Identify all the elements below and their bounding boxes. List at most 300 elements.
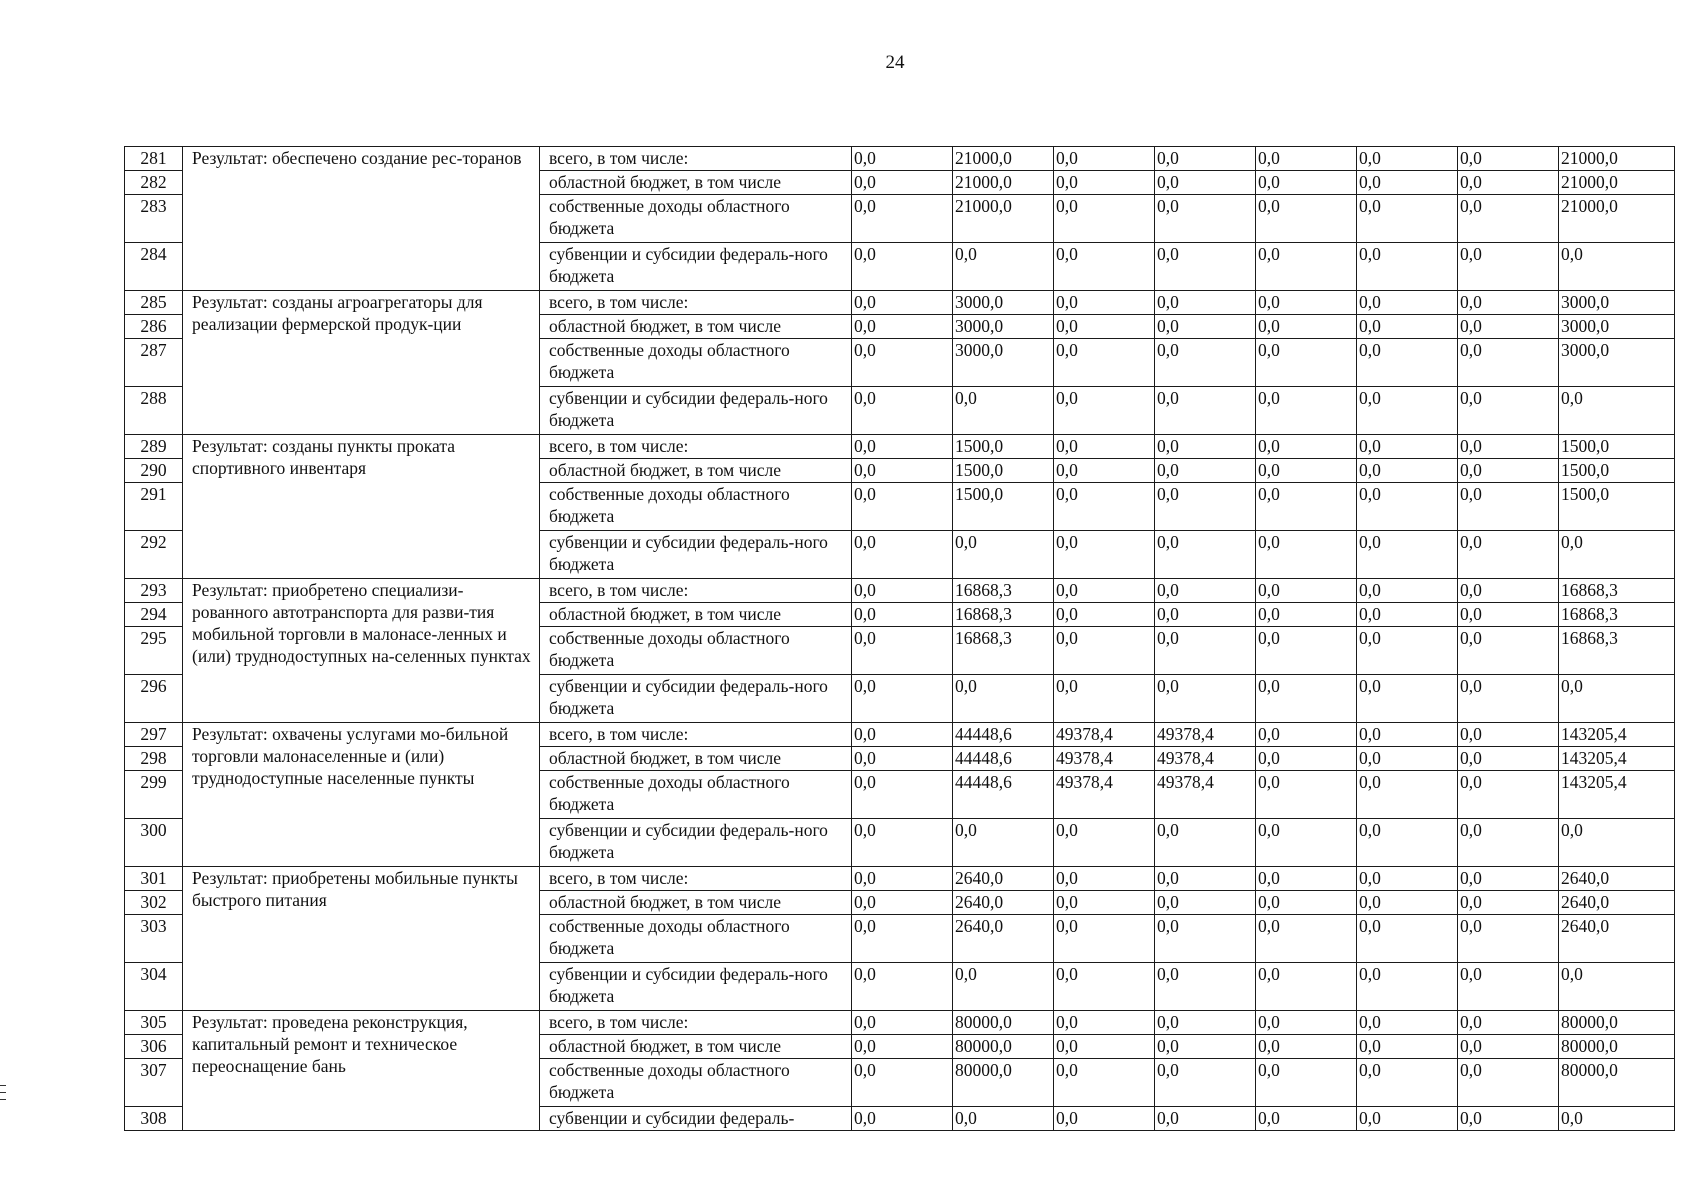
total-value: 0,0 xyxy=(1559,243,1675,291)
year-value: 0,0 xyxy=(1054,435,1155,459)
year-value: 0,0 xyxy=(1155,243,1256,291)
row-number: 289 xyxy=(125,435,183,459)
year-value: 0,0 xyxy=(1054,603,1155,627)
year-value: 0,0 xyxy=(1458,1035,1559,1059)
year-value: 21000,0 xyxy=(953,147,1054,171)
year-value: 0,0 xyxy=(1458,315,1559,339)
year-value: 0,0 xyxy=(1458,291,1559,315)
result-description: Результат: приобретено специализи-рованного автотранспорта для разви-тия мобильной торговли в малонасе-ленных и (или) труднодоступных на-селенных пунктах xyxy=(183,579,540,723)
year-value: 0,0 xyxy=(1458,459,1559,483)
year-value: 0,0 xyxy=(1054,171,1155,195)
year-value: 0,0 xyxy=(852,915,953,963)
table-row xyxy=(125,867,1675,891)
row-number: 301 xyxy=(125,867,183,891)
year-value: 21000,0 xyxy=(953,195,1054,243)
year-value: 49378,4 xyxy=(1054,747,1155,771)
year-value: 0,0 xyxy=(1155,891,1256,915)
year-value: 0,0 xyxy=(1256,603,1357,627)
result-description: Результат: охвачены услугами мо-бильной торговли малонаселенные и (или) труднодоступные населенные пункты xyxy=(183,723,540,867)
year-value: 0,0 xyxy=(1256,1011,1357,1035)
year-value: 0,0 xyxy=(1155,339,1256,387)
margin-mark xyxy=(0,1085,6,1086)
year-value: 0,0 xyxy=(1256,531,1357,579)
year-value: 49378,4 xyxy=(1155,771,1256,819)
funding-source: субвенции и субсидии федераль-ного бюджета xyxy=(540,387,852,435)
year-value: 0,0 xyxy=(1054,963,1155,1011)
year-value: 0,0 xyxy=(1357,459,1458,483)
year-value: 0,0 xyxy=(1357,387,1458,435)
year-value: 0,0 xyxy=(953,387,1054,435)
funding-source: областной бюджет, в том числе xyxy=(540,603,852,627)
year-value: 0,0 xyxy=(1256,771,1357,819)
year-value: 0,0 xyxy=(1054,1011,1155,1035)
year-value: 0,0 xyxy=(1155,147,1256,171)
year-value: 0,0 xyxy=(1155,291,1256,315)
result-description: Результат: проведена реконструкция, капитальный ремонт и техническое переоснащение бань xyxy=(183,1011,540,1131)
row-number: 282 xyxy=(125,171,183,195)
total-value: 80000,0 xyxy=(1559,1035,1675,1059)
year-value: 0,0 xyxy=(852,1107,953,1131)
year-value: 0,0 xyxy=(1256,915,1357,963)
year-value: 0,0 xyxy=(1256,315,1357,339)
year-value: 0,0 xyxy=(1458,723,1559,747)
year-value: 1500,0 xyxy=(953,483,1054,531)
year-value: 0,0 xyxy=(852,891,953,915)
year-value: 0,0 xyxy=(852,603,953,627)
total-value: 21000,0 xyxy=(1559,147,1675,171)
year-value: 0,0 xyxy=(852,963,953,1011)
total-value: 3000,0 xyxy=(1559,291,1675,315)
year-value: 0,0 xyxy=(852,339,953,387)
year-value: 0,0 xyxy=(852,771,953,819)
year-value: 0,0 xyxy=(1054,1035,1155,1059)
total-value: 0,0 xyxy=(1559,963,1675,1011)
funding-source: собственные доходы областного бюджета xyxy=(540,195,852,243)
year-value: 16868,3 xyxy=(953,579,1054,603)
year-value: 0,0 xyxy=(953,531,1054,579)
year-value: 0,0 xyxy=(1155,435,1256,459)
result-description: Результат: созданы агроагрегаторы для реализации фермерской продук-ции xyxy=(183,291,540,435)
margin-mark xyxy=(0,1099,6,1100)
year-value: 0,0 xyxy=(1256,1059,1357,1107)
year-value: 0,0 xyxy=(1155,1059,1256,1107)
year-value: 0,0 xyxy=(852,387,953,435)
table-body xyxy=(125,147,1675,1131)
funding-source: областной бюджет, в том числе xyxy=(540,171,852,195)
year-value: 0,0 xyxy=(1155,819,1256,867)
year-value: 0,0 xyxy=(1357,147,1458,171)
year-value: 49378,4 xyxy=(1155,723,1256,747)
row-number: 293 xyxy=(125,579,183,603)
year-value: 0,0 xyxy=(1054,627,1155,675)
year-value: 0,0 xyxy=(1458,579,1559,603)
year-value: 0,0 xyxy=(1357,291,1458,315)
year-value: 0,0 xyxy=(852,291,953,315)
year-value: 80000,0 xyxy=(953,1011,1054,1035)
table-row xyxy=(125,723,1675,747)
year-value: 0,0 xyxy=(852,723,953,747)
year-value: 44448,6 xyxy=(953,771,1054,819)
row-number: 285 xyxy=(125,291,183,315)
row-number: 288 xyxy=(125,387,183,435)
year-value: 0,0 xyxy=(1357,915,1458,963)
year-value: 0,0 xyxy=(852,1035,953,1059)
year-value: 0,0 xyxy=(1357,483,1458,531)
year-value: 0,0 xyxy=(1458,531,1559,579)
funding-source: субвенции и субсидии федераль-ного бюджета xyxy=(540,531,852,579)
year-value: 3000,0 xyxy=(953,339,1054,387)
table-row xyxy=(125,579,1675,603)
year-value: 0,0 xyxy=(1256,867,1357,891)
year-value: 0,0 xyxy=(1458,1011,1559,1035)
year-value: 0,0 xyxy=(1256,147,1357,171)
year-value: 0,0 xyxy=(1256,195,1357,243)
year-value: 0,0 xyxy=(1256,243,1357,291)
row-number: 287 xyxy=(125,339,183,387)
total-value: 143205,4 xyxy=(1559,771,1675,819)
year-value: 0,0 xyxy=(1155,459,1256,483)
year-value: 0,0 xyxy=(1054,867,1155,891)
year-value: 0,0 xyxy=(1458,747,1559,771)
table-row xyxy=(125,1011,1675,1035)
year-value: 0,0 xyxy=(1155,675,1256,723)
funding-source: всего, в том числе: xyxy=(540,1011,852,1035)
funding-source: областной бюджет, в том числе xyxy=(540,459,852,483)
row-number: 292 xyxy=(125,531,183,579)
year-value: 0,0 xyxy=(1256,819,1357,867)
funding-source: всего, в том числе: xyxy=(540,291,852,315)
year-value: 0,0 xyxy=(1357,171,1458,195)
year-value: 0,0 xyxy=(1256,891,1357,915)
year-value: 0,0 xyxy=(1458,387,1559,435)
year-value: 0,0 xyxy=(1357,1059,1458,1107)
funding-source: собственные доходы областного бюджета xyxy=(540,771,852,819)
funding-source: областной бюджет, в том числе xyxy=(540,747,852,771)
total-value: 80000,0 xyxy=(1559,1059,1675,1107)
year-value: 0,0 xyxy=(1155,387,1256,435)
funding-source: всего, в том числе: xyxy=(540,723,852,747)
row-number: 284 xyxy=(125,243,183,291)
funding-source: собственные доходы областного бюджета xyxy=(540,483,852,531)
year-value: 49378,4 xyxy=(1054,771,1155,819)
funding-source: всего, в том числе: xyxy=(540,147,852,171)
year-value: 0,0 xyxy=(1357,603,1458,627)
funding-source: субвенции и субсидии федераль-ного бюджета xyxy=(540,243,852,291)
year-value: 0,0 xyxy=(953,819,1054,867)
funding-source: всего, в том числе: xyxy=(540,867,852,891)
year-value: 0,0 xyxy=(852,243,953,291)
year-value: 0,0 xyxy=(1458,147,1559,171)
year-value: 0,0 xyxy=(1357,675,1458,723)
year-value: 2640,0 xyxy=(953,867,1054,891)
year-value: 0,0 xyxy=(1054,531,1155,579)
year-value: 0,0 xyxy=(1357,1035,1458,1059)
year-value: 0,0 xyxy=(1155,963,1256,1011)
year-value: 0,0 xyxy=(1155,1035,1256,1059)
table-row xyxy=(125,147,1675,171)
total-value: 0,0 xyxy=(1559,675,1675,723)
row-number: 295 xyxy=(125,627,183,675)
row-number: 291 xyxy=(125,483,183,531)
result-description: Результат: приобретены мобильные пункты быстрого питания xyxy=(183,867,540,1011)
total-value: 21000,0 xyxy=(1559,171,1675,195)
year-value: 0,0 xyxy=(1054,459,1155,483)
year-value: 0,0 xyxy=(1458,339,1559,387)
year-value: 0,0 xyxy=(1054,147,1155,171)
year-value: 0,0 xyxy=(1256,459,1357,483)
year-value: 0,0 xyxy=(1458,819,1559,867)
year-value: 0,0 xyxy=(1155,867,1256,891)
year-value: 16868,3 xyxy=(953,603,1054,627)
year-value: 0,0 xyxy=(1458,243,1559,291)
year-value: 0,0 xyxy=(953,675,1054,723)
year-value: 80000,0 xyxy=(953,1059,1054,1107)
year-value: 3000,0 xyxy=(953,291,1054,315)
year-value: 44448,6 xyxy=(953,723,1054,747)
year-value: 1500,0 xyxy=(953,435,1054,459)
year-value: 0,0 xyxy=(1458,483,1559,531)
year-value: 0,0 xyxy=(1256,747,1357,771)
year-value: 0,0 xyxy=(1458,171,1559,195)
table-row xyxy=(125,291,1675,315)
year-value: 0,0 xyxy=(1357,1107,1458,1131)
year-value: 21000,0 xyxy=(953,171,1054,195)
funding-source: областной бюджет, в том числе xyxy=(540,315,852,339)
year-value: 0,0 xyxy=(1357,867,1458,891)
year-value: 0,0 xyxy=(852,747,953,771)
total-value: 143205,4 xyxy=(1559,723,1675,747)
year-value: 1500,0 xyxy=(953,459,1054,483)
row-number: 297 xyxy=(125,723,183,747)
year-value: 0,0 xyxy=(852,315,953,339)
year-value: 0,0 xyxy=(1054,387,1155,435)
year-value: 0,0 xyxy=(852,867,953,891)
row-number: 286 xyxy=(125,315,183,339)
year-value: 0,0 xyxy=(1458,195,1559,243)
year-value: 0,0 xyxy=(1256,1107,1357,1131)
year-value: 0,0 xyxy=(1054,243,1155,291)
funding-source: субвенции и субсидии федераль- xyxy=(540,1107,852,1131)
year-value: 0,0 xyxy=(852,531,953,579)
total-value: 2640,0 xyxy=(1559,867,1675,891)
year-value: 0,0 xyxy=(1357,819,1458,867)
year-value: 0,0 xyxy=(1256,1035,1357,1059)
row-number: 308 xyxy=(125,1107,183,1131)
year-value: 0,0 xyxy=(1256,387,1357,435)
year-value: 44448,6 xyxy=(953,747,1054,771)
year-value: 0,0 xyxy=(852,627,953,675)
year-value: 16868,3 xyxy=(953,627,1054,675)
total-value: 16868,3 xyxy=(1559,579,1675,603)
total-value: 2640,0 xyxy=(1559,915,1675,963)
year-value: 0,0 xyxy=(1357,315,1458,339)
funding-source: субвенции и субсидии федераль-ного бюджета xyxy=(540,819,852,867)
result-description: Результат: обеспечено создание рес-торанов xyxy=(183,147,540,291)
year-value: 0,0 xyxy=(1458,963,1559,1011)
year-value: 0,0 xyxy=(852,459,953,483)
year-value: 0,0 xyxy=(1357,1011,1458,1035)
year-value: 0,0 xyxy=(852,1059,953,1107)
year-value: 0,0 xyxy=(1155,1107,1256,1131)
row-number: 298 xyxy=(125,747,183,771)
year-value: 80000,0 xyxy=(953,1035,1054,1059)
result-description: Результат: созданы пункты проката спортивного инвентаря xyxy=(183,435,540,579)
year-value: 0,0 xyxy=(1054,675,1155,723)
year-value: 0,0 xyxy=(1458,603,1559,627)
year-value: 0,0 xyxy=(1256,483,1357,531)
year-value: 0,0 xyxy=(852,1011,953,1035)
year-value: 0,0 xyxy=(1256,579,1357,603)
year-value: 0,0 xyxy=(1155,171,1256,195)
row-number: 294 xyxy=(125,603,183,627)
year-value: 0,0 xyxy=(1155,915,1256,963)
year-value: 0,0 xyxy=(1155,531,1256,579)
row-number: 299 xyxy=(125,771,183,819)
year-value: 0,0 xyxy=(1054,891,1155,915)
row-number: 306 xyxy=(125,1035,183,1059)
year-value: 0,0 xyxy=(1155,603,1256,627)
total-value: 0,0 xyxy=(1559,387,1675,435)
year-value: 0,0 xyxy=(1256,291,1357,315)
year-value: 0,0 xyxy=(852,675,953,723)
year-value: 0,0 xyxy=(1256,675,1357,723)
year-value: 0,0 xyxy=(1458,891,1559,915)
year-value: 0,0 xyxy=(1256,627,1357,675)
year-value: 0,0 xyxy=(1054,819,1155,867)
budget-table xyxy=(124,146,1675,1131)
year-value: 0,0 xyxy=(1458,675,1559,723)
row-number: 300 xyxy=(125,819,183,867)
year-value: 0,0 xyxy=(1054,1107,1155,1131)
year-value: 0,0 xyxy=(1256,339,1357,387)
year-value: 0,0 xyxy=(1357,747,1458,771)
year-value: 0,0 xyxy=(1054,483,1155,531)
funding-source: областной бюджет, в том числе xyxy=(540,891,852,915)
year-value: 0,0 xyxy=(852,147,953,171)
year-value: 0,0 xyxy=(1458,435,1559,459)
year-value: 0,0 xyxy=(852,435,953,459)
total-value: 143205,4 xyxy=(1559,747,1675,771)
row-number: 296 xyxy=(125,675,183,723)
year-value: 0,0 xyxy=(1357,891,1458,915)
funding-source: всего, в том числе: xyxy=(540,435,852,459)
year-value: 0,0 xyxy=(1357,339,1458,387)
row-number: 307 xyxy=(125,1059,183,1107)
funding-source: собственные доходы областного бюджета xyxy=(540,627,852,675)
year-value: 0,0 xyxy=(1458,867,1559,891)
row-number: 290 xyxy=(125,459,183,483)
total-value: 16868,3 xyxy=(1559,627,1675,675)
funding-source: собственные доходы областного бюджета xyxy=(540,339,852,387)
year-value: 0,0 xyxy=(953,1107,1054,1131)
page-number: 24 xyxy=(885,52,905,73)
year-value: 0,0 xyxy=(1357,963,1458,1011)
funding-source: собственные доходы областного бюджета xyxy=(540,915,852,963)
total-value: 1500,0 xyxy=(1559,459,1675,483)
year-value: 0,0 xyxy=(852,195,953,243)
year-value: 49378,4 xyxy=(1054,723,1155,747)
row-number: 283 xyxy=(125,195,183,243)
total-value: 1500,0 xyxy=(1559,435,1675,459)
year-value: 49378,4 xyxy=(1155,747,1256,771)
year-value: 0,0 xyxy=(1357,243,1458,291)
year-value: 0,0 xyxy=(1054,195,1155,243)
year-value: 0,0 xyxy=(1054,915,1155,963)
year-value: 0,0 xyxy=(1155,579,1256,603)
year-value: 0,0 xyxy=(1054,291,1155,315)
total-value: 3000,0 xyxy=(1559,315,1675,339)
year-value: 0,0 xyxy=(1155,195,1256,243)
row-number: 302 xyxy=(125,891,183,915)
funding-source: субвенции и субсидии федераль-ного бюджета xyxy=(540,675,852,723)
funding-source: областной бюджет, в том числе xyxy=(540,1035,852,1059)
total-value: 2640,0 xyxy=(1559,891,1675,915)
total-value: 3000,0 xyxy=(1559,339,1675,387)
year-value: 0,0 xyxy=(1357,195,1458,243)
row-number: 305 xyxy=(125,1011,183,1035)
year-value: 0,0 xyxy=(1054,1059,1155,1107)
total-value: 0,0 xyxy=(1559,1107,1675,1131)
year-value: 0,0 xyxy=(852,483,953,531)
year-value: 0,0 xyxy=(953,243,1054,291)
year-value: 0,0 xyxy=(1357,435,1458,459)
total-value: 80000,0 xyxy=(1559,1011,1675,1035)
year-value: 0,0 xyxy=(1458,915,1559,963)
year-value: 0,0 xyxy=(1155,1011,1256,1035)
total-value: 0,0 xyxy=(1559,531,1675,579)
total-value: 21000,0 xyxy=(1559,195,1675,243)
year-value: 0,0 xyxy=(1054,339,1155,387)
funding-source: субвенции и субсидии федераль-ного бюджета xyxy=(540,963,852,1011)
year-value: 0,0 xyxy=(1357,627,1458,675)
year-value: 0,0 xyxy=(1357,771,1458,819)
year-value: 0,0 xyxy=(1256,435,1357,459)
table-row xyxy=(125,435,1675,459)
year-value: 0,0 xyxy=(1155,315,1256,339)
year-value: 0,0 xyxy=(1054,579,1155,603)
year-value: 0,0 xyxy=(1458,1059,1559,1107)
total-value: 0,0 xyxy=(1559,819,1675,867)
margin-mark xyxy=(0,1092,6,1093)
row-number: 303 xyxy=(125,915,183,963)
year-value: 0,0 xyxy=(1256,723,1357,747)
year-value: 0,0 xyxy=(1256,171,1357,195)
year-value: 2640,0 xyxy=(953,915,1054,963)
year-value: 0,0 xyxy=(1458,1107,1559,1131)
funding-source: всего, в том числе: xyxy=(540,579,852,603)
year-value: 0,0 xyxy=(1357,723,1458,747)
year-value: 0,0 xyxy=(852,171,953,195)
year-value: 0,0 xyxy=(1357,531,1458,579)
year-value: 0,0 xyxy=(852,579,953,603)
year-value: 0,0 xyxy=(1458,771,1559,819)
funding-source: собственные доходы областного бюджета xyxy=(540,1059,852,1107)
year-value: 3000,0 xyxy=(953,315,1054,339)
year-value: 0,0 xyxy=(1357,579,1458,603)
year-value: 2640,0 xyxy=(953,891,1054,915)
year-value: 0,0 xyxy=(1155,483,1256,531)
year-value: 0,0 xyxy=(1458,627,1559,675)
year-value: 0,0 xyxy=(852,819,953,867)
row-number: 281 xyxy=(125,147,183,171)
year-value: 0,0 xyxy=(953,963,1054,1011)
year-value: 0,0 xyxy=(1054,315,1155,339)
year-value: 0,0 xyxy=(1256,963,1357,1011)
row-number: 304 xyxy=(125,963,183,1011)
total-value: 1500,0 xyxy=(1559,483,1675,531)
year-value: 0,0 xyxy=(1155,627,1256,675)
total-value: 16868,3 xyxy=(1559,603,1675,627)
